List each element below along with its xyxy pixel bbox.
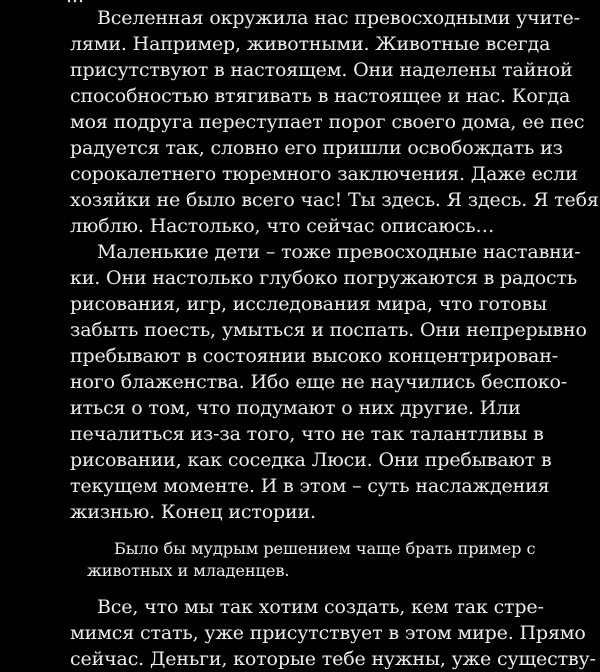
body-line: присутствуют в настоящем. Они наделены тайной <box>70 59 573 81</box>
body-line: моя подруга переступает порог своего дома, ее пес <box>70 111 585 133</box>
body-line: Маленькие дети – тоже превосходные наставни- <box>97 241 581 263</box>
body-line: пребывают в состоянии высоко концентрирован- <box>70 345 558 367</box>
body-line: сейчас. Деньги, которые тебе нужны, уже существу- <box>70 648 596 670</box>
body-line: иться о том, что подумают о них другие. Или <box>70 397 521 419</box>
body-line: ного блаженства. Ибо еще не научились беспоко- <box>70 371 568 393</box>
body-line: Вселенная окружила нас превосходными учите- <box>97 7 580 29</box>
body-line: рисовании, как соседка Люси. Они пребывают в <box>70 449 552 471</box>
body-line: радуется так, словно его пришли освобождать из <box>70 137 563 159</box>
body-line: мимся стать, уже присутствует в этом мире. Прямо <box>70 622 586 644</box>
body-line: хозяйки не было всего час! Ты здесь. Я здесь. Я тебя <box>70 189 599 211</box>
body-line: лями. Например, животными. Животные всегда <box>70 33 551 55</box>
body-line: сорокалетнего тюремного заключения. Даже если <box>70 163 578 185</box>
body-line: жизнью. Конец истории. <box>70 501 316 523</box>
body-line: Все, что мы так хотим создать, кем так стре- <box>97 596 544 618</box>
body-line: печалиться из-за того, что не так талантливы в <box>70 423 544 445</box>
quote-line: Было бы мудрым решением чаще брать пример с <box>114 539 536 558</box>
body-line: рисования, игр, исследования мира, что готовы <box>70 293 547 315</box>
body-line: ки. Они настолько глубоко погружаются в радость <box>70 267 578 289</box>
body-line: люблю. Настолько, что сейчас описаюсь… <box>70 215 495 237</box>
page-top-mark <box>66 0 84 7</box>
body-line: способностью втягивать в настоящее и нас. Когда <box>70 85 571 107</box>
body-line: забыть поесть, умыться и поспать. Они непрерывно <box>70 319 587 341</box>
quote-line: животных и младенцев. <box>87 561 290 580</box>
body-line: текущем моменте. И в этом – суть наслаждения <box>70 475 550 497</box>
